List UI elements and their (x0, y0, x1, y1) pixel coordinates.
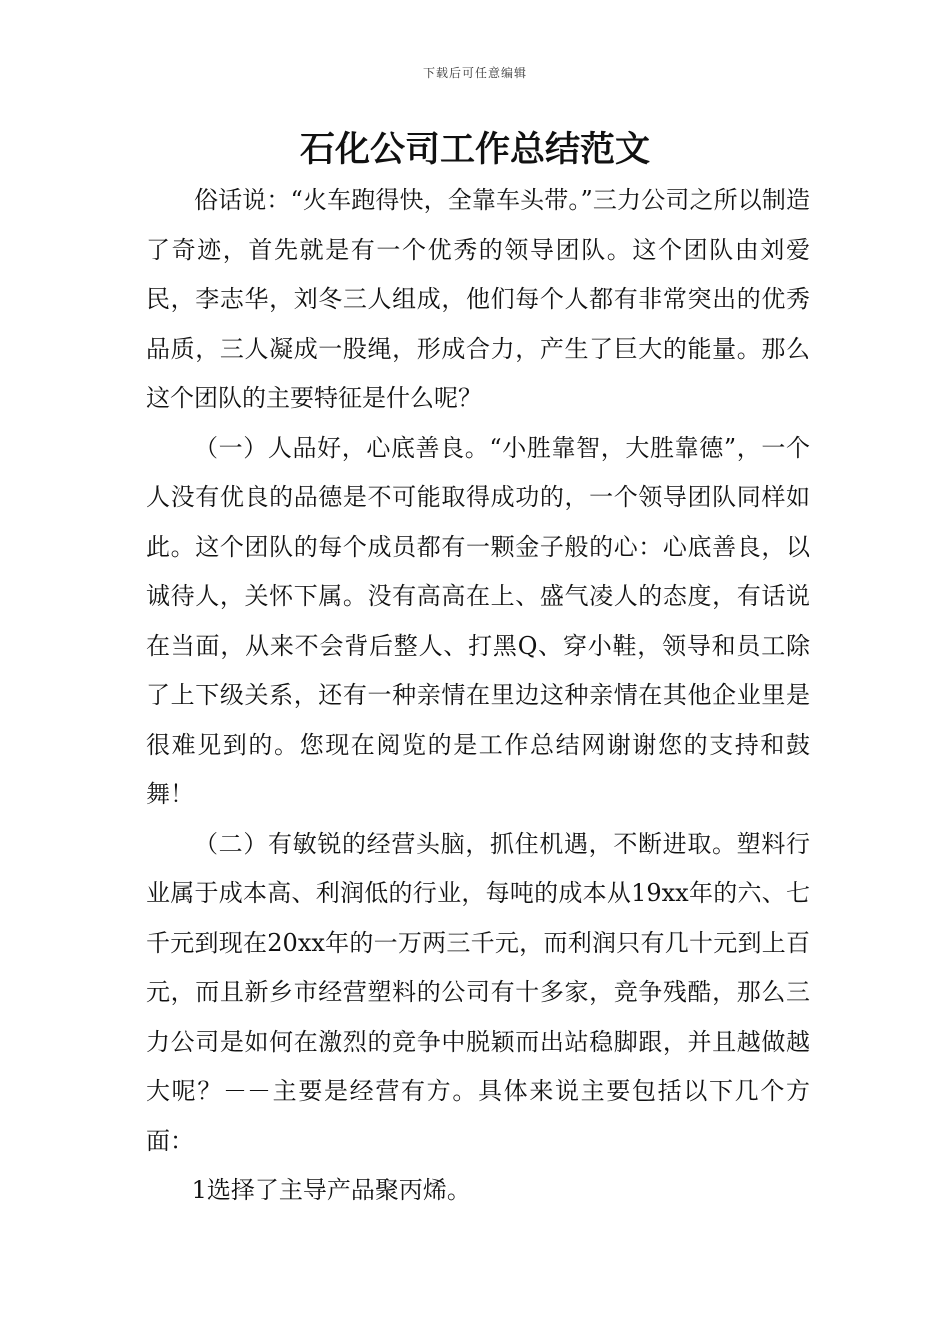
header-note: 下载后可任意编辑 (422, 66, 527, 80)
document-body (146, 176, 810, 1216)
paragraph-intro: 俗话说：“火车跑得快，全靠车头带。”三力公司之所以制造了奇迹，首先就是有一个优秀的领导团队。这个团队由刘爱民，李志华，刘冬三人组成，他们每个人都有非常突出的优秀品质，三人凝成一股绳，形成合力，产生了巨大的能量。那么这个团队的主要特征是什么呢？ (146, 186, 810, 412)
document-title: 石化公司工作总结范文 (299, 130, 650, 170)
paragraph-section-two: （二）有敏锐的经营头脑，抓住机遇，不断进取。塑料行业属于成本高、利润低的行业，每吨的成本从19xx年的六、七千元到现在20xx年的一万两三千元，而利润只有几十元到上百元，而且新乡市经营塑料的公司有十多家，竞争残酷，那么三力公司是如何在激烈的竞争中脱颖而出站稳脚跟，并且越做越大呢？－－主要是经营有方。具体来说主要包括以下几个方面： (146, 829, 810, 1155)
paragraph-section-one: （一）人品好，心底善良。“小胜靠智，大胜靠德”，一个人没有优良的品德是不可能取得成功的，一个领导团队同样如此。这个团队的每个成员都有一颗金子般的心：心底善良，以诚待人，关怀下属。没有高高在上、盛气凌人的态度，有话说在当面，从来不会背后整人、打黑Q、穿小鞋，领导和员工除了上下级关系，还有一种亲情在里边这种亲情在其他企业里是很难见到的。您现在阅览的是工作总结网谢谢您的支持和鼓舞！ (146, 433, 810, 808)
paragraph-item-one: 1选择了主导产品聚丙烯。 (191, 1176, 471, 1204)
